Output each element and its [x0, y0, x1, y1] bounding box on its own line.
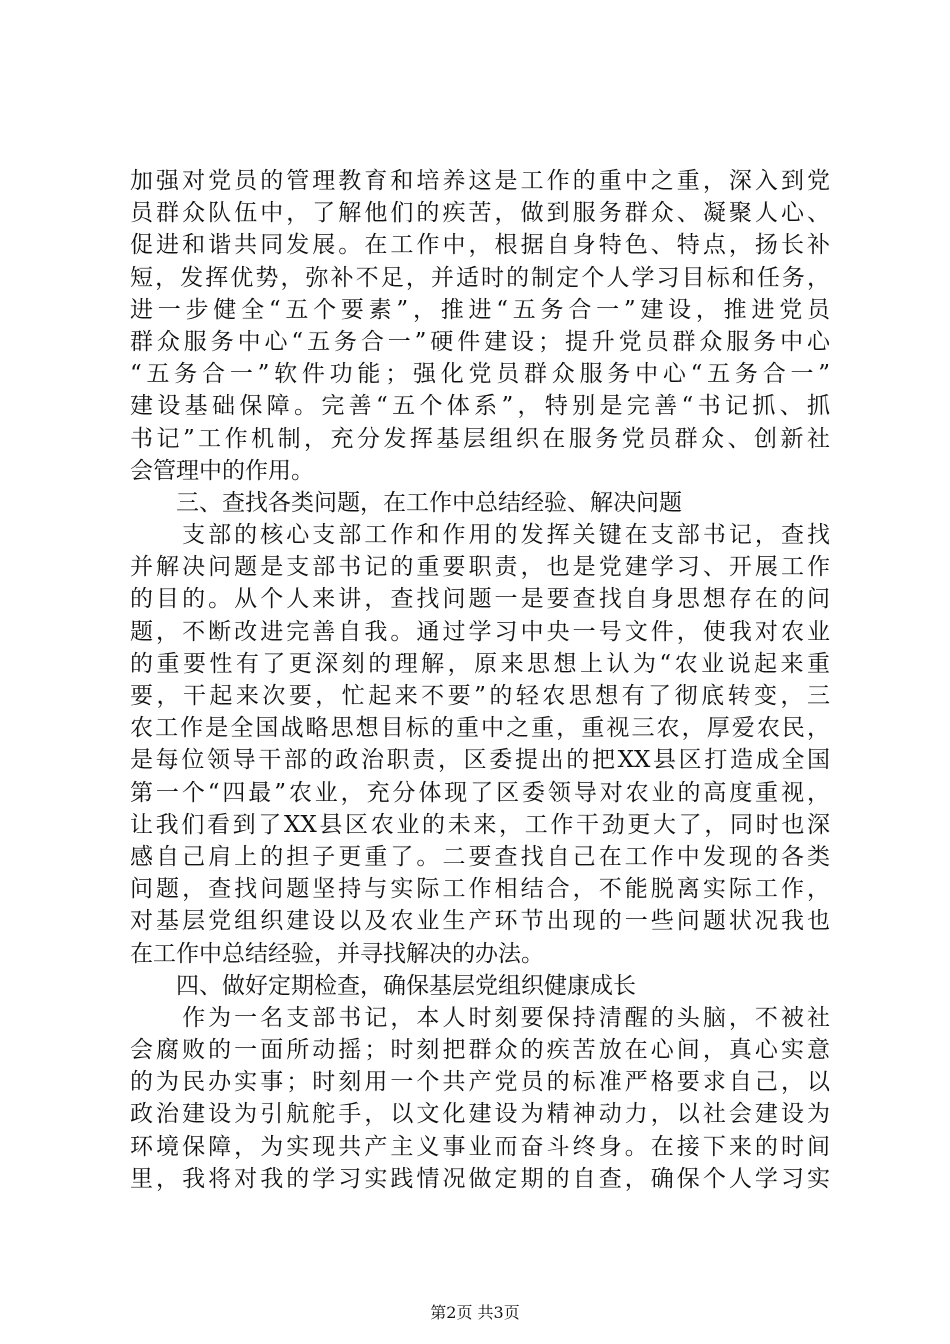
- text-line: 问题，查找问题坚持与实际工作相结合，不能脱离实际工作，: [130, 876, 830, 903]
- text-line: 进一步健全“五个要素”，推进“五务合一”建设，推进党员: [130, 296, 830, 323]
- text-line: 群众服务中心“五务合一”硬件建设；提升党员群众服务中心: [130, 328, 830, 355]
- text-line: 支部的核心支部工作和作用的发挥关键在支部书记，查找: [130, 522, 830, 549]
- text-line: 会管理中的作用。: [130, 457, 314, 484]
- text-line: 加强对党员的管理教育和培养这是工作的重中之重，深入到党: [130, 168, 830, 194]
- text-line: 政治建设为引航舵手，以文化建设为精神动力，以社会建设为: [130, 1101, 830, 1128]
- text-line: 在工作中总结经验，并寻找解决的办法。: [130, 940, 544, 967]
- text-line: 作为一名支部书记，本人时刻要保持清醒的头脑，不被社: [130, 1004, 830, 1031]
- text-line: 对基层党组织建设以及农业生产环节出现的一些问题状况我也: [130, 908, 830, 935]
- text-line: 的目的。从个人来讲，查找问题一是要查找自身思想存在的问: [130, 586, 830, 613]
- text-line: 感自己肩上的担子更重了。二要查找自己在工作中发现的各类: [130, 843, 830, 870]
- text-line: 是每位领导干部的政治职责，区委提出的把XX县区打造成全国: [130, 747, 830, 774]
- section-heading: 三、查找各类问题，在工作中总结经验、解决问题: [130, 489, 682, 516]
- text-line: 第一个“四最”农业，充分体现了区委领导对农业的高度重视，: [130, 779, 830, 806]
- text-line: 题，不断改进完善自我。通过学习中央一号文件，使我对农业: [130, 618, 830, 645]
- text-line: 会腐败的一面所动摇；时刻把群众的疾苦放在心间，真心实意: [130, 1037, 830, 1064]
- text-line: 环境保障，为实现共产主义事业而奋斗终身。在接下来的时间: [130, 1133, 830, 1160]
- text-line: 员群众队伍中，了解他们的疾苦，做到服务群众、凝聚人心、: [130, 200, 830, 227]
- page-footer: 第2页 共3页: [430, 1303, 520, 1322]
- text-line: 农工作是全国战略思想目标的重中之重，重视三农，厚爱农民，: [130, 715, 830, 742]
- text-line: 书记”工作机制，充分发挥基层组织在服务党员群众、创新社: [130, 425, 830, 452]
- text-line: 里，我将对我的学习实践情况做定期的自查，确保个人学习实: [130, 1165, 830, 1192]
- text-line: “五务合一”软件功能；强化党员群众服务中心“五务合一”: [130, 361, 830, 388]
- text-line: 并解决问题是支部书记的重要职责，也是党建学习、开展工作: [130, 554, 830, 581]
- text-line: 的为民办实事；时刻用一个共产党员的标准严格要求自己，以: [130, 1069, 830, 1096]
- section-heading: 四、做好定期检查，确保基层党组织健康成长: [130, 972, 636, 999]
- text-line: 的重要性有了更深刻的理解，原来思想上认为“农业说起来重: [130, 650, 830, 677]
- document-body: [130, 165, 830, 1195]
- text-line: 要，干起来次要，忙起来不要”的轻农思想有了彻底转变，三: [130, 683, 830, 709]
- text-line: 促进和谐共同发展。在工作中，根据自身特色、特点，扬长补: [130, 232, 830, 259]
- text-line: 让我们看到了XX县区农业的未来，工作干劲更大了，同时也深: [130, 811, 830, 838]
- text-line: 短，发挥优势，弥补不足，并适时的制定个人学习目标和任务，: [130, 264, 830, 291]
- text-line: 建设基础保障。完善“五个体系”，特别是完善“书记抓、抓: [130, 393, 830, 420]
